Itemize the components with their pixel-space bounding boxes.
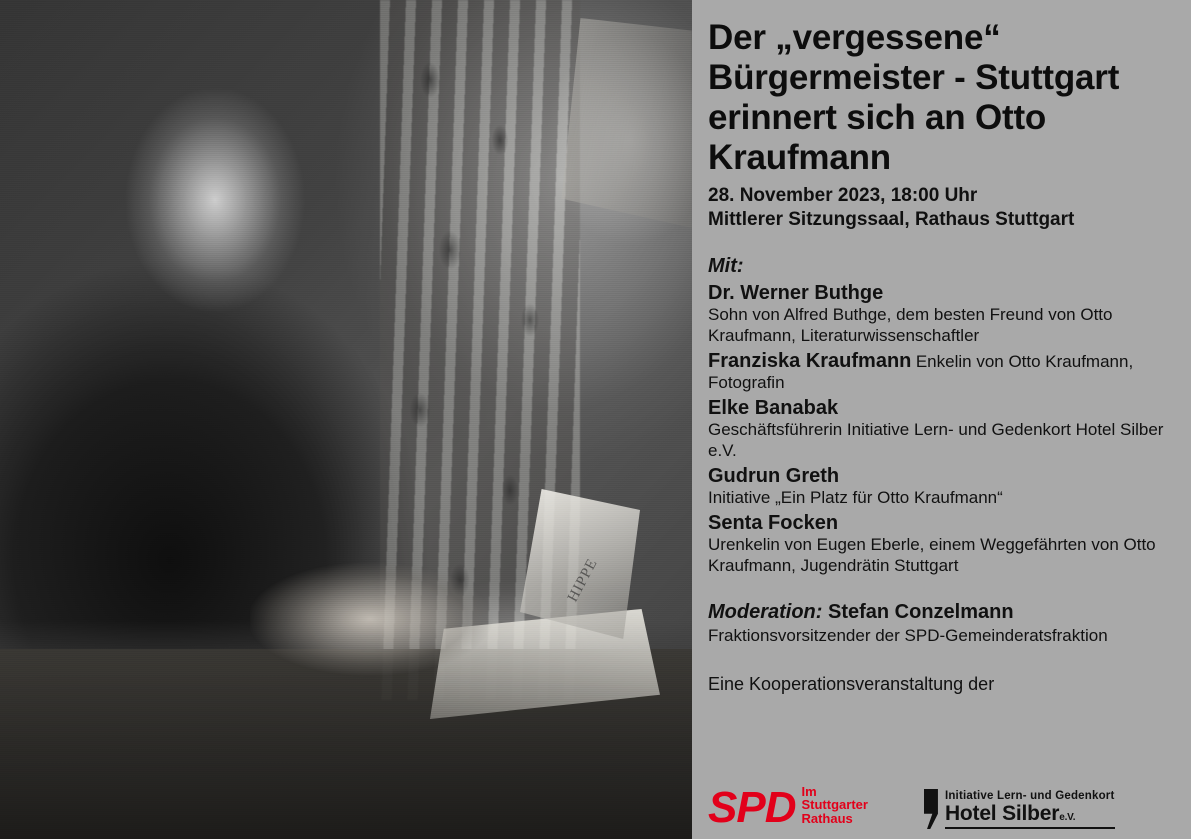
spd-wordmark: SPD <box>708 783 796 833</box>
comma-mark-icon <box>924 789 938 829</box>
participant-item <box>708 281 1177 347</box>
participant-item <box>708 396 1177 462</box>
moderation-role: Fraktionsvorsitzender der SPD-Gemeinderatsfraktion <box>708 625 1108 645</box>
spd-sublabel <box>801 785 867 829</box>
hotel-silber-top-line: Initiative Lern- und Gedenkort <box>944 790 1115 803</box>
event-location: Mittlerer Sitzungssaal, Rathaus Stuttgart <box>708 209 1075 231</box>
spd-sublabel-line1: Im <box>801 783 817 799</box>
participants-label: Mit: <box>708 254 744 277</box>
participant-item <box>708 464 1177 509</box>
logo-row <box>708 783 1177 833</box>
participant-name: Franziska Kraufmann <box>708 349 912 372</box>
participant-role: Geschäftsführerin Initiative Lern- und Gedenkort Hotel Silber e.V. <box>708 420 1164 461</box>
participant-name: Senta Focken <box>708 511 839 534</box>
spacer <box>708 233 1177 255</box>
cooperation-note: Eine Kooperationsveranstaltung der <box>708 674 995 695</box>
hotel-silber-name-text: Hotel Silber <box>944 801 1060 825</box>
hotel-silber-text <box>945 790 1115 829</box>
participant-role: Sohn von Alfred Buthge, dem besten Freund von Otto Kraufmann, Literaturwissenschaftler <box>708 305 1113 346</box>
hotel-silber-rule <box>945 827 1115 829</box>
event-date: 28. November 2023, 18:00 Uhr <box>708 184 978 206</box>
participant-item <box>708 349 1177 394</box>
participant-role: Enkelin von Otto Kraufmann, Fotografin <box>708 351 1134 393</box>
participant-role: Urenkelin von Eugen Eberle, einem Weggefährten von Otto Kraufmann, Jugendrätin Stuttgart <box>708 535 1156 576</box>
participant-name: Elke Banabak <box>708 396 839 419</box>
hotel-silber-suffix: e.V. <box>1059 811 1076 823</box>
participant-role: Initiative „Ein Platz für Otto Kraufmann“ <box>708 488 1003 508</box>
page-title: Der „vergessene“ Bürgermeister - Stuttgart erinnert sich an Otto Kraufmann <box>708 18 1120 177</box>
participant-name: Dr. Werner Buthge <box>708 281 884 304</box>
moderation-block <box>708 601 1177 646</box>
hotel-silber-name <box>945 803 1115 825</box>
spd-sublabel-line2: Stuttgarter <box>801 797 868 813</box>
moderation-label: Moderation: <box>708 600 823 623</box>
hotel-silber-logo <box>924 789 1115 829</box>
poster-text-panel <box>692 0 1191 839</box>
participant-item <box>708 511 1177 577</box>
spd-sublabel-line3: Rathaus <box>801 811 853 827</box>
moderation-name: Stefan Conzelmann <box>828 600 1014 623</box>
participant-name: Gudrun Greth <box>708 464 840 487</box>
spd-logo <box>708 783 868 833</box>
